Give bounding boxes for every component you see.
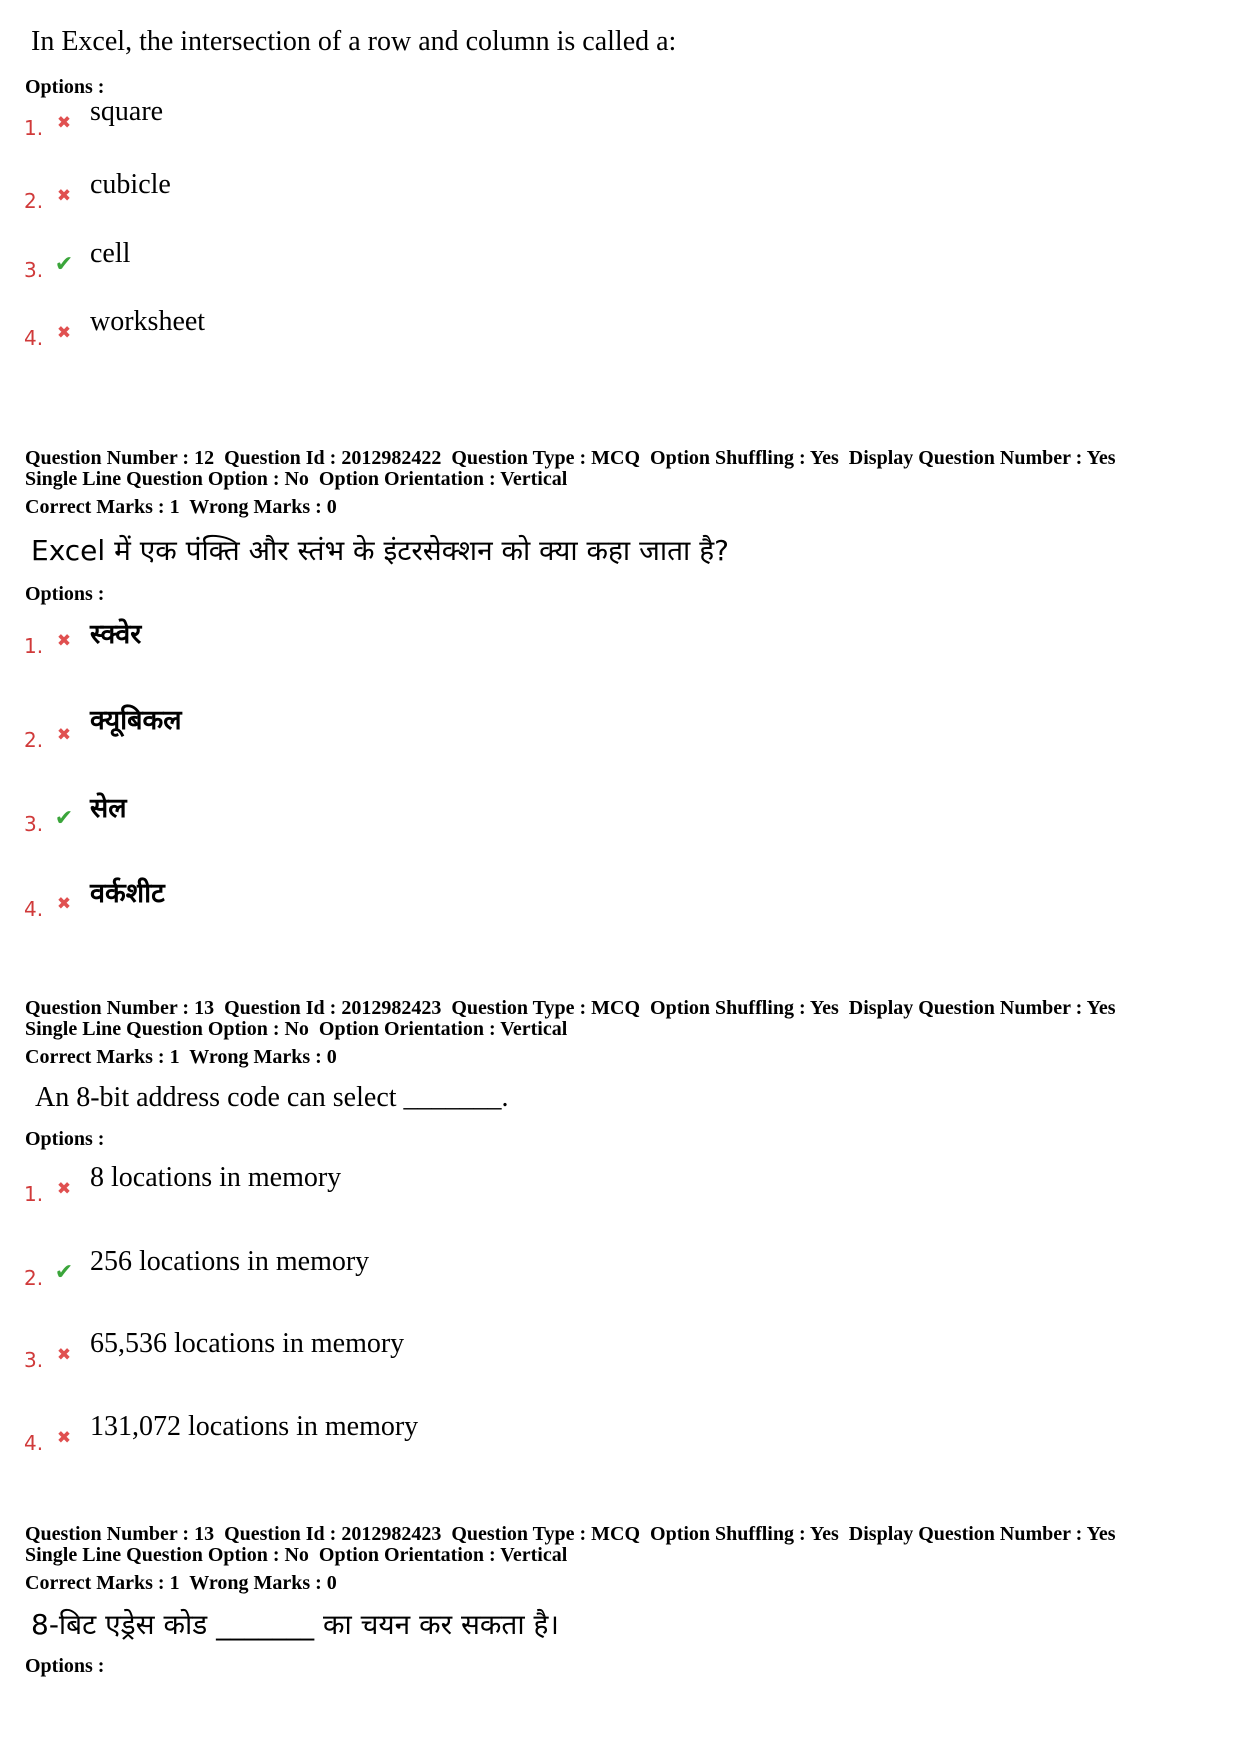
option-text: 256 locations in memory: [90, 1246, 370, 1277]
meta-line: Question Number : 12 Question Id : 2012982422 Question Type : MCQ Option Shuffling : Yes Display Question Number : Yes: [25, 447, 1116, 469]
cross-icon: ✖: [56, 113, 72, 133]
question-text: In Excel, the intersection of a row and column is called a:: [31, 26, 677, 57]
option-item: [24, 618, 724, 658]
check-icon: ✔: [54, 1260, 74, 1285]
meta-line: Question Number : 13 Question Id : 2012982423 Question Type : MCQ Option Shuffling : Yes Display Question Number : Yes: [25, 1523, 1116, 1545]
option-text: worksheet: [90, 306, 206, 337]
option-text: वर्कशीट: [90, 878, 165, 909]
question-meta: [25, 448, 1115, 490]
option-item: [24, 793, 724, 836]
meta-line: Question Number : 13 Question Id : 2012982423 Question Type : MCQ Option Shuffling : Yes Display Question Number : Yes: [25, 997, 1116, 1019]
options-label: Options :: [25, 583, 105, 605]
option-text: 65,536 locations in memory: [90, 1328, 405, 1359]
option-number: 2.: [24, 1266, 44, 1290]
cross-icon: ✖: [56, 725, 72, 745]
option-number: 1.: [24, 1182, 44, 1206]
meta-line: Single Line Question Option : No Option Orientation : Vertical: [25, 1544, 568, 1566]
option-number: 3.: [24, 1348, 44, 1372]
option-text: square: [90, 96, 164, 127]
marks-line: Correct Marks : 1 Wrong Marks : 0: [25, 496, 337, 518]
option-text: स्क्वेर: [90, 619, 142, 650]
option-text: सेल: [90, 793, 127, 824]
cross-icon: ✖: [56, 1345, 72, 1365]
option-number: 2.: [24, 728, 44, 752]
cross-icon: ✖: [56, 1428, 72, 1448]
option-item: [24, 169, 724, 213]
option-number: 2.: [24, 189, 44, 213]
cross-icon: ✖: [56, 186, 72, 206]
option-number: 4.: [24, 326, 44, 350]
options-label: Options :: [25, 1655, 105, 1677]
meta-line: Single Line Question Option : No Option Orientation : Vertical: [25, 1018, 568, 1040]
meta-line: Single Line Question Option : No Option Orientation : Vertical: [25, 468, 568, 490]
option-number: 4.: [24, 897, 44, 921]
cross-icon: ✖: [56, 631, 72, 651]
option-text: क्यूबिकल: [90, 705, 182, 736]
option-item: [24, 1411, 724, 1455]
option-number: 4.: [24, 1431, 44, 1455]
option-number: 3.: [24, 258, 44, 282]
question-meta: [25, 1524, 1115, 1566]
marks-line: Correct Marks : 1 Wrong Marks : 0: [25, 1572, 337, 1594]
option-text: 8 locations in memory: [90, 1162, 342, 1193]
cross-icon: ✖: [56, 894, 72, 914]
marks-line: Correct Marks : 1 Wrong Marks : 0: [25, 1046, 337, 1068]
option-text: cell: [90, 238, 131, 269]
option-item: [24, 1246, 724, 1290]
options-label: Options :: [25, 76, 105, 98]
question-text: An 8-bit address code can select _______.: [35, 1082, 509, 1113]
cross-icon: ✖: [56, 1179, 72, 1199]
options-label: Options :: [25, 1128, 105, 1150]
check-icon: ✔: [54, 252, 74, 277]
option-item: [24, 1328, 724, 1372]
cross-icon: ✖: [56, 323, 72, 343]
option-number: 1.: [24, 634, 44, 658]
question-text: Excel में एक पंक्ति और स्तंभ के इंटरसेक्शन को क्या कहा जाता है?: [31, 534, 729, 567]
option-item: [24, 705, 724, 752]
question-text: 8-बिट एड्रेस कोड _______ का चयन कर सकता है।: [31, 1608, 559, 1641]
option-item: [24, 1162, 724, 1206]
option-item: [24, 96, 724, 140]
check-icon: ✔: [54, 806, 74, 831]
option-text: cubicle: [90, 169, 171, 200]
option-text: 131,072 locations in memory: [90, 1411, 419, 1442]
option-number: 1.: [24, 116, 44, 140]
option-item: [24, 238, 724, 282]
option-number: 3.: [24, 812, 44, 836]
option-item: [24, 878, 724, 921]
question-meta: [25, 998, 1115, 1040]
option-item: [24, 306, 724, 350]
